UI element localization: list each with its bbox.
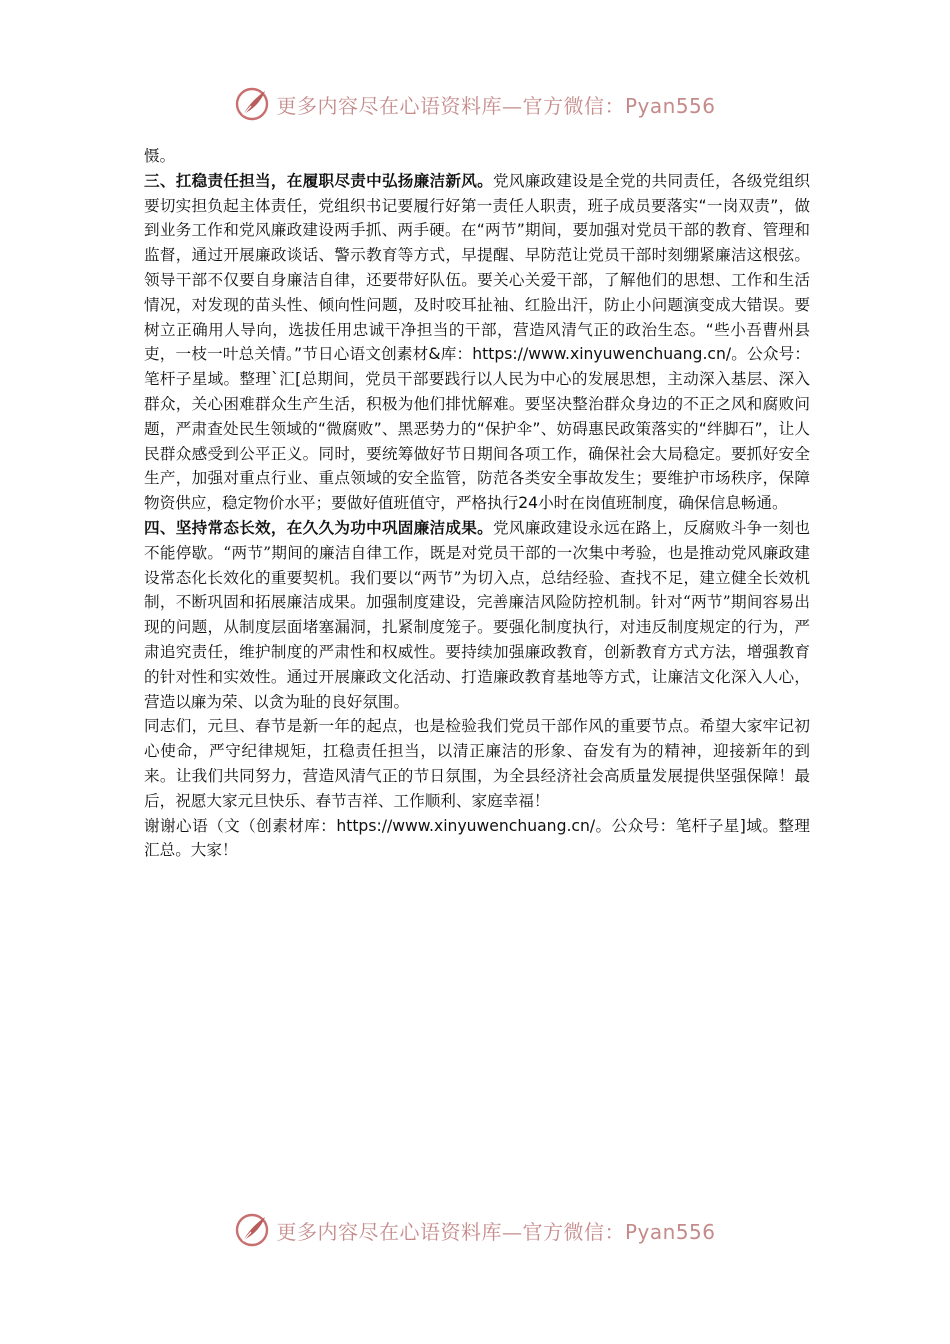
paragraph-section-three bbox=[144, 169, 810, 516]
paragraph-closing: 同志们，元旦、春节是新一年的起点，也是检验我们党员干部作风的重要节点。希望大家牢记初心使命，严守纪律规矩，扛稳责任担当，以清正廉洁的形象、奋发有为的精神，迎接新年的到来。让我们共同努力，营造风清气正的节日氛围，为全县经济社会高质量发展提供坚强保障！最后，祝愿大家元旦快乐、春节吉祥、工作顺利、家庭幸福！ bbox=[144, 717, 810, 810]
document-body bbox=[144, 144, 810, 863]
footer-watermark-banner bbox=[0, 1208, 950, 1252]
quill-logo-icon bbox=[234, 86, 270, 122]
banner-text: 更多内容尽在心语资料库—官方微信：Pyan556 bbox=[276, 93, 716, 118]
section-four-heading: 四、坚持常态长效，在久久为功中巩固廉洁成果。 bbox=[144, 518, 493, 537]
header-watermark-banner bbox=[0, 82, 950, 126]
paragraph-section-four bbox=[144, 516, 810, 714]
section-four-body: 党风廉政建设永远在路上，反腐败斗争一刻也不能停歇。“两节”期间的廉洁自律工作，既是对党员干部的一次集中考验，也是推动党风廉政建设常态化长效化的重要契机。我们要以“两节”为切入点，总结经验、查找不足，建立健全长效机制，不断巩固和拓展廉洁成果。加强制度建设，完善廉洁风险防控机制。针对“两节”期间容易出现的问题，从制度层面堵塞漏洞，扎紧制度笼子。要强化制度执行，对违反制度规定的行为，严肃追究责任，维护制度的严肃性和权威性。要持续加强廉政教育，创新教育方式方法，增强教育的针对性和实效性。通过开展廉政文化活动、打造廉政教育基地等方式，让廉洁文化深入人心，营造以廉为荣、以贪为耻的良好氛围。 bbox=[144, 518, 810, 711]
quill-logo-icon bbox=[234, 1212, 270, 1248]
section-three-heading: 三、扛稳责任担当，在履职尽责中弘扬廉洁新风。 bbox=[144, 171, 493, 190]
section-three-body: 党风廉政建设是全党的共同责任，各级党组织要切实担负起主体责任，党组织书记要履行好第一责任人职责，班子成员要落实“一岗双责”，做到业务工作和党风廉政建设两手抓、两手硬。在“两节”期间，要加强对党员干部的教育、管理和监督，通过开展廉政谈话、警示教育等方式，早提醒、早防范让党员干部时刻绷紧廉洁这根弦。领导干部不仅要自身廉洁自律，还要带好队伍。要关心关爱干部，了解他们的思想、工作和生活情况，对发现的苗头性、倾向性问题，及时咬耳扯袖、红脸出汗，防止小问题演变成大错误。要树立正确用人导向，选拔任用忠诚干净担当的干部，营造风清气正的政治生态。“些小吾曹州县吏，一枝一叶总关情。”节日心语文创素材&库：https://www.xinyuwenchuang.cn/。公众号：笔杆子星域。整理`汇[总期间，党员干部要践行以人民为中心的发展思想，主动深入基层、深入群众，关心困难群众生产生活，积极为他们排忧解难。要坚决整治群众身边的不正之风和腐败问题，严肃查处民生领域的“微腐败”、黑恶势力的“保护伞”、妨碍惠民政策落实的“绊脚石”，让人民群众感受到公平正义。同时，要统筹做好节日期间各项工作，确保社会大局稳定。要抓好安全生产，加强对重点行业、重点领域的安全监管，防范各类安全事故发生；要维护市场秩序，保障物资供应，稳定物价水平；要做好值班值守，严格执行24小时在岗值班制度，确保信息畅通。 bbox=[144, 171, 810, 513]
paragraph-thanks: 谢谢心语（文（创素材库：https://www.xinyuwenchuang.cn/。公众号：笔杆子星]域。整理汇总。大家！ bbox=[144, 816, 810, 860]
paragraph-continuation: 慑。 bbox=[144, 147, 176, 165]
banner-text: 更多内容尽在心语资料库—官方微信：Pyan556 bbox=[276, 1219, 716, 1244]
